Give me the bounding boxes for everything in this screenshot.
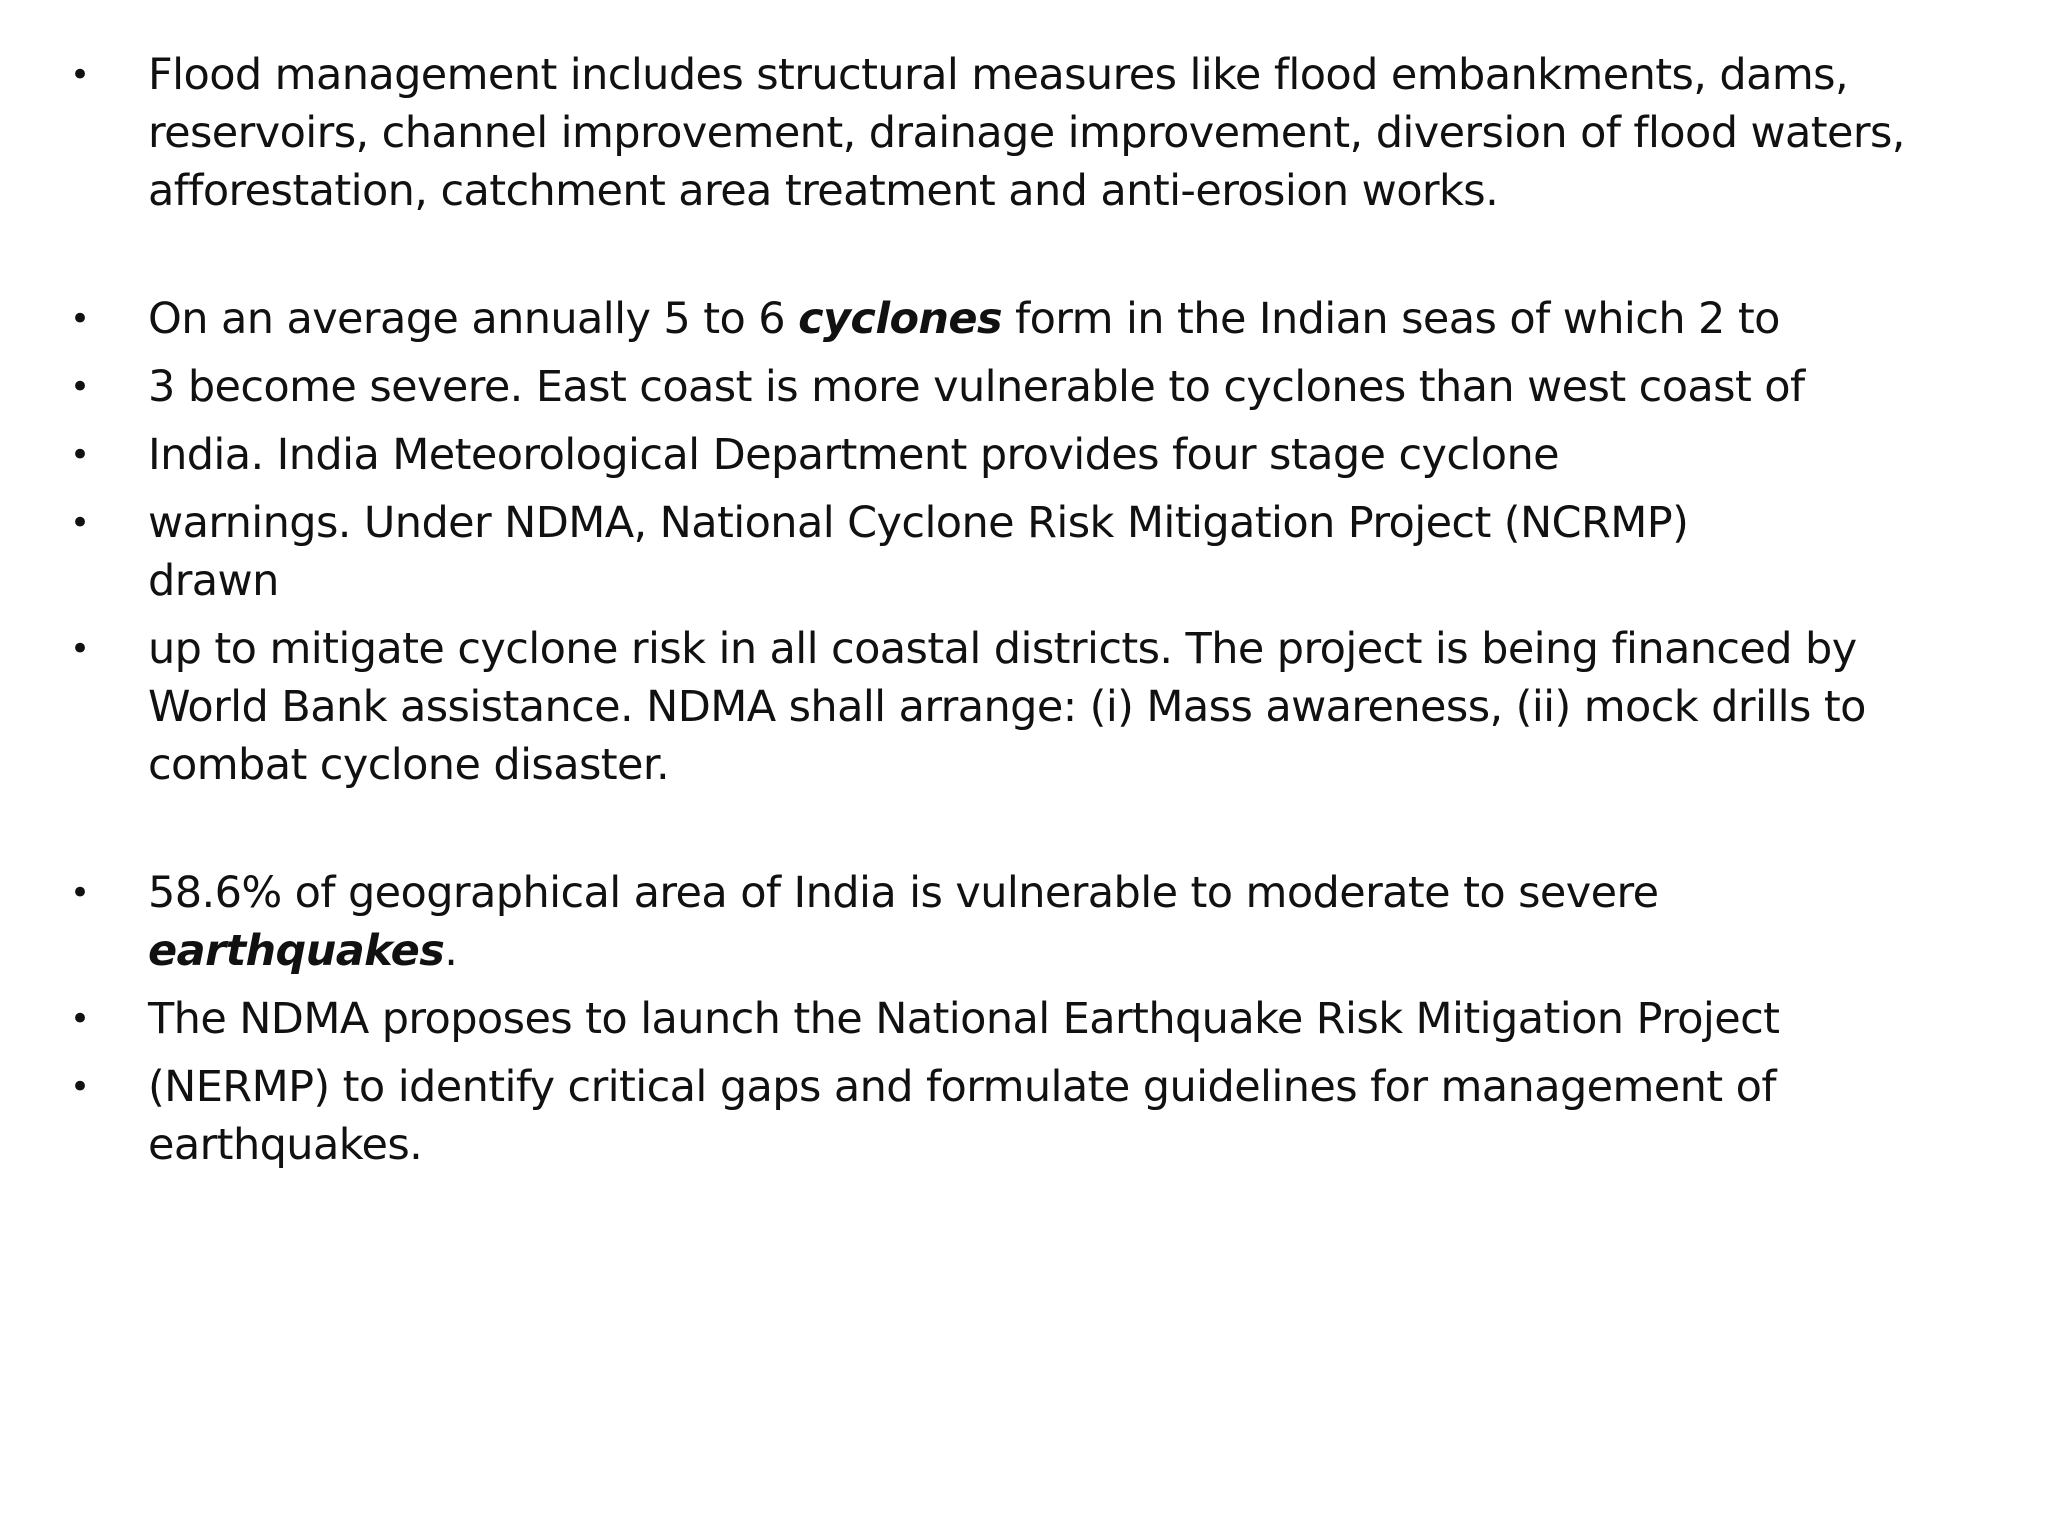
- list-item: [70, 46, 1970, 220]
- cyclone-severity-text: 3 become severe. East coast is more vulnerable to cyclones than west coast of: [148, 362, 1805, 412]
- list-item: [70, 290, 1970, 348]
- list-item: [70, 990, 1970, 1048]
- cyclones-emphasis: cyclones: [798, 294, 1002, 344]
- imd-warnings-text: India. India Meteorological Department provides four stage cyclone: [148, 430, 1559, 480]
- bullet-icon: •: [70, 999, 90, 1039]
- bullet-icon: •: [70, 873, 90, 913]
- bullet-list: [70, 46, 1970, 1184]
- bullet-icon: •: [70, 299, 90, 339]
- bullet-icon: •: [70, 1067, 90, 1107]
- nermp-gaps-text: (NERMP) to identify critical gaps and formulate guidelines for management of earthquakes.: [148, 1062, 1776, 1170]
- ncrmp-text-line-1: warnings. Under NDMA, National Cyclone Risk Mitigation Project (NCRMP): [148, 498, 1689, 548]
- cyclone-intro-text-rest: form in the Indian seas of which 2 to: [1001, 294, 1780, 344]
- bullet-icon: •: [70, 55, 90, 95]
- nermp-launch-text: The NDMA proposes to launch the National Earthquake Risk Mitigation Project: [148, 994, 1780, 1044]
- list-item: [70, 358, 1970, 416]
- bullet-icon: •: [70, 503, 90, 543]
- ncrmp-text-line-2: drawn: [148, 556, 279, 606]
- list-item: [70, 1058, 1970, 1174]
- bullet-icon: •: [70, 435, 90, 475]
- bullet-icon: •: [70, 367, 90, 407]
- earthquake-vulnerability-text-end: .: [444, 926, 458, 976]
- list-item: [70, 620, 1970, 794]
- cyclone-intro-text: On an average annually 5 to 6: [148, 294, 799, 344]
- bullet-icon: •: [70, 629, 90, 669]
- ncrmp-mitigation-text: up to mitigate cyclone risk in all coastal districts. The project is being financed by World Bank assistance. NDMA shall arrange: (i) Mass awareness, (ii) mock drills to combat cyclone disaster.: [148, 624, 1866, 790]
- list-item: [70, 494, 1970, 610]
- list-item: [70, 864, 1970, 980]
- list-item: [70, 426, 1970, 484]
- earthquake-vulnerability-text: 58.6% of geographical area of India is vulnerable to moderate to severe: [148, 868, 1659, 918]
- flood-management-text: Flood management includes structural measures like flood embankments, dams, reservoirs, channel improvement, drainage improvement, diversion of flood waters, afforestation, catchment area treatment and anti-erosion works.: [148, 50, 1905, 216]
- earthquakes-emphasis: earthquakes: [148, 926, 445, 976]
